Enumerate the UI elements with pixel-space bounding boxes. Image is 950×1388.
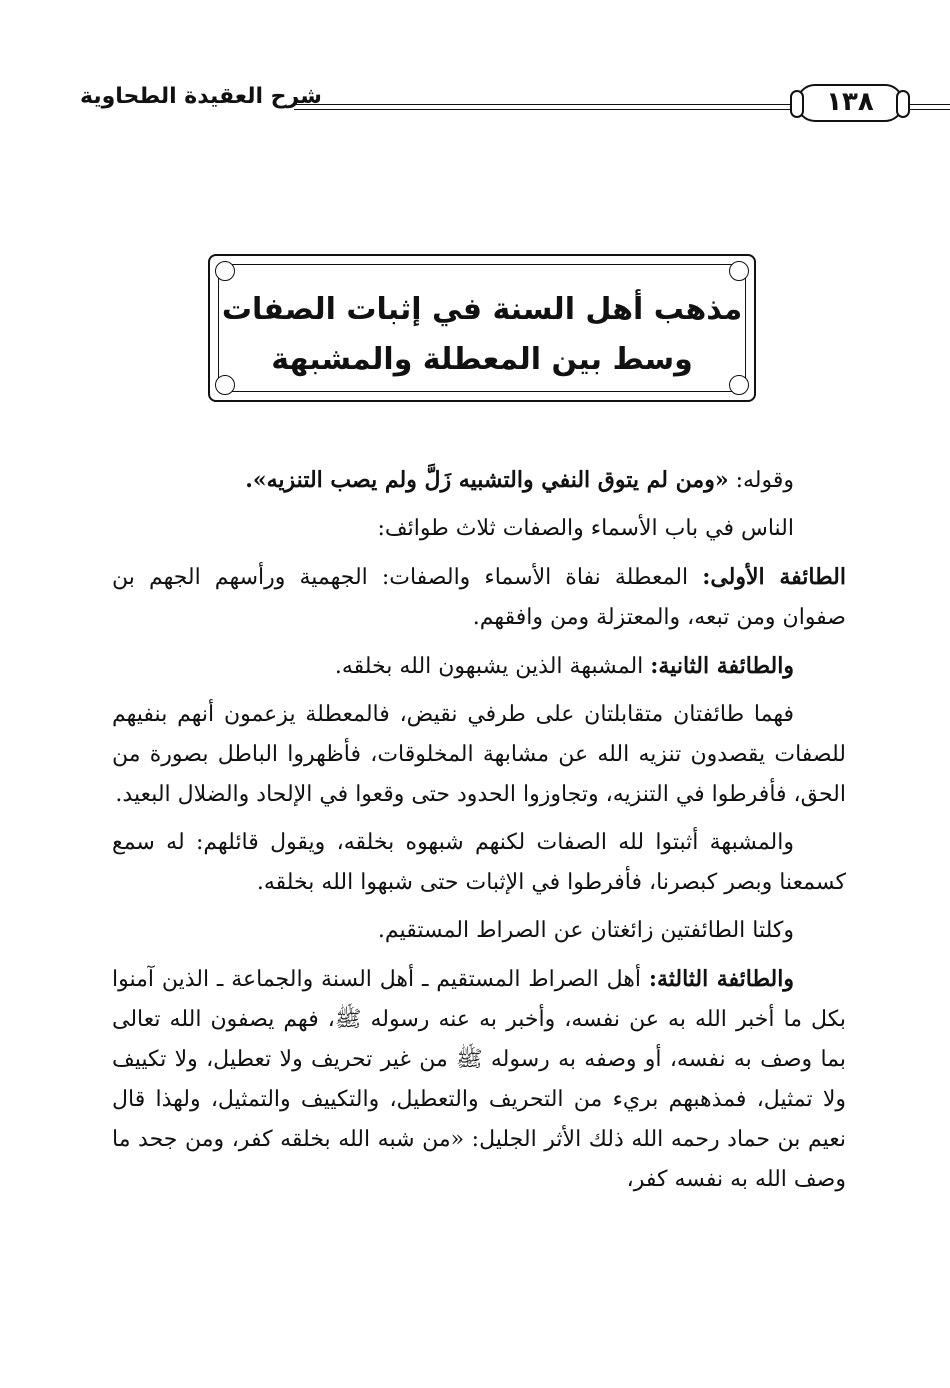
section-title-line-1: مذهب أهل السنة في إثبات الصفات: [221, 292, 743, 327]
page-header: [80, 78, 874, 128]
section-title-line-2: وسط بين المعطلة والمشبهة: [271, 342, 693, 377]
paragraph-text: المعطلة نفاة الأسماء والصفات: الجهمية ورأسهم الجهم بن صفوان ومن تبعه، والمعتزلة ومن وافقهم.: [112, 565, 846, 630]
ornament-corner: [729, 261, 749, 281]
ornament-corner: [215, 375, 235, 395]
paragraph: [112, 646, 846, 687]
ornament-corner: [215, 261, 235, 281]
paragraph-label: والطائفة الثانية:: [650, 653, 794, 679]
paragraph: [112, 557, 846, 638]
paragraph: والمشبهة أثبتوا لله الصفات لكنهم شبهوه بخلقه، ويقول قائلهم: له سمع كسمعنا وبصر كبصرنا، فأفرطوا في الإثبات حتى شبهوا الله بخلقه.: [112, 830, 846, 895]
page-number: ١٣٨: [796, 84, 904, 122]
paragraph: [112, 959, 846, 1200]
section-title-frame: [208, 254, 756, 402]
paragraph-label: والطائفة الثالثة:: [648, 966, 794, 992]
paragraph-label: الطائفة الأولى:: [702, 564, 846, 590]
header-rule: [908, 104, 950, 105]
paragraph: وكلتا الطائفتين زائغتان عن الصراط المستقيم.: [377, 918, 794, 943]
paragraph: [112, 460, 846, 501]
paragraph-text: أهل الصراط المستقيم ـ أهل السنة والجماعة ـ الذين آمنوا بكل ما أخبر الله به عن نفسه، وأخبر به عنه رسوله ﷺ، فهم يصفون الله تعالى بما وصف به نفسه، أو وصفه به رسوله ﷺ من غير تحريف ولا تعطيل، ولا تكييف ولا تمثيل، فمذهبهم بريء من التحريف والتعطيل، والتكييف والتمثيل، ولهذا قال نعيم بن حماد رحمه الله ذلك الأثر الجليل: «من شبه الله بخلقه كفر، ومن جحد ما وصف الله به نفسه كفر،: [112, 967, 846, 1192]
body-text: [112, 460, 846, 1208]
quoted-text: «ومن لم يتوق النفي والتشبيه زَلَّ ولم يصب التنزيه».: [245, 467, 729, 493]
header-rule: [908, 109, 950, 110]
paragraph-lead: وقوله:: [728, 468, 794, 493]
header-rule: [294, 109, 794, 110]
paragraph: فهما طائفتان متقابلتان على طرفي نقيض، فالمعطلة يزعمون أنهم بنفيهم للصفات يقصدون تنزيه الله عن مشابهة المخلوقات، فأظهروا الباطل بصورة من الحق، فأفرطوا في التنزيه، وتجاوزوا الحدود حتى وقعوا في الإلحاد والضلال البعيد.: [112, 702, 846, 807]
header-rule: [294, 104, 794, 105]
ornament-corner: [729, 375, 749, 395]
paragraph: الناس في باب الأسماء والصفات ثلاث طوائف:: [377, 516, 794, 541]
running-title: شرح العقيدة الطحاوية: [80, 84, 322, 109]
paragraph-text: المشبهة الذين يشبهون الله بخلقه.: [334, 654, 651, 679]
